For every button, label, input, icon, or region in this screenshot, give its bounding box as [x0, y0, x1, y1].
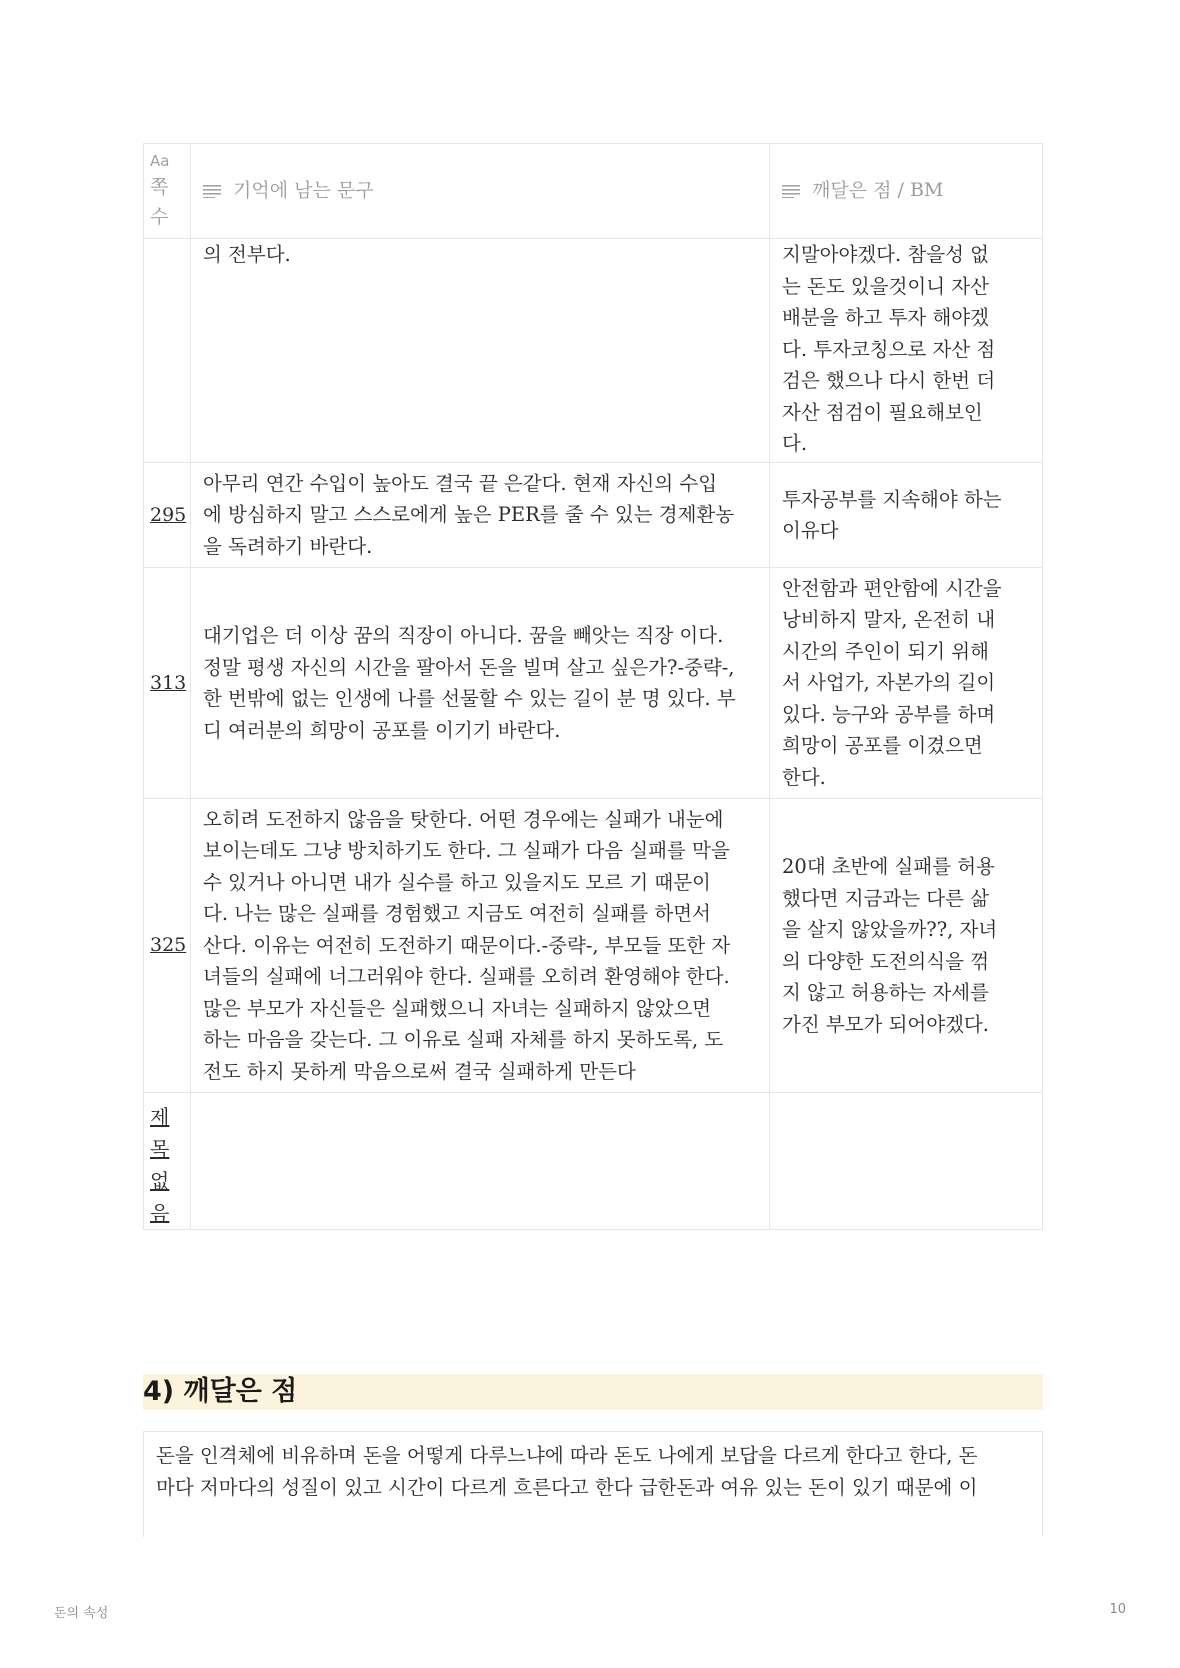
- insight-line: 안전함과 편안함에 시간을: [782, 576, 1002, 600]
- quote-line: 보이는데도 그냥 방치하기도 한다. 그 실패가 다음 실패를 막을: [203, 839, 730, 863]
- page-cell: [144, 1093, 191, 1230]
- quote-cell[interactable]: [191, 1093, 770, 1230]
- title-property-icon: Aa: [150, 152, 170, 170]
- quote-line: 을 독려하기 바란다.: [203, 534, 373, 558]
- quote-line: 많은 부모가 자신들은 실패했으니 자녀는 실패하지 않았으면: [203, 996, 712, 1020]
- quote-line: 수 있거나 아니면 내가 실수를 하고 있을지도 모르 기 때문이: [203, 870, 711, 894]
- untitled-page-link[interactable]: 제: [150, 1105, 170, 1129]
- table-row: [144, 463, 1043, 568]
- insight-line: 지말아야겠다. 참을성 없: [782, 243, 989, 266]
- insight-cell[interactable]: [770, 799, 1043, 1093]
- reading-notes-table: [143, 143, 1043, 1230]
- untitled-page-link[interactable]: 없: [150, 1169, 170, 1193]
- page-header-char: 수: [150, 206, 169, 228]
- page-cell: [144, 568, 191, 799]
- page-cell: [144, 239, 191, 463]
- insight-header-label: 깨달은 점: [812, 179, 892, 202]
- table-row: [144, 799, 1043, 1093]
- quote-line: 디 여러분의 희망이 공포를 이기기 바란다.: [203, 718, 561, 742]
- insight-cell[interactable]: [770, 568, 1043, 799]
- table-row: [144, 568, 1043, 799]
- insight-line: 배분을 하고 투자 해야겠: [782, 306, 989, 329]
- quote-line: 한 번밖에 없는 인생에 나를 선물할 수 있는 길이 분 명 있다. 부: [203, 687, 736, 710]
- untitled-page-link[interactable]: 음: [150, 1201, 170, 1225]
- quote-line: 에 방심하지 말고 스스로에게 높은 PER를 줄 수 있는 경제환농: [203, 503, 735, 527]
- quote-cell[interactable]: [191, 239, 770, 463]
- insight-line: 서 사업가, 자본가의 길이: [782, 671, 996, 695]
- summary-line: 돈을 인격체에 비유하며 돈을 어떻게 다루느냐에 따라 돈도 나에게 보답을 다르게 한다고 한다, 돈: [156, 1444, 978, 1467]
- section-heading: 4) 깨달은 점: [143, 1374, 1043, 1410]
- page-column-header[interactable]: [144, 144, 191, 239]
- quote-cell[interactable]: [191, 463, 770, 568]
- quote-column-header[interactable]: [191, 144, 770, 239]
- footer-document-title: 돈의 속성: [54, 1606, 109, 1621]
- insight-line: 을 살지 않았을까??, 자녀: [782, 918, 998, 941]
- insight-line: 의 다양한 도전의식을 꺾: [782, 949, 989, 973]
- insight-line: 다.: [782, 432, 808, 455]
- quote-line: 대기업은 더 이상 꿈의 직장이 아니다. 꿈을 빼앗는 직장 이다.: [203, 624, 724, 647]
- insight-line: 한다.: [782, 765, 826, 789]
- quote-cell[interactable]: [191, 568, 770, 799]
- insight-line: 했다면 지금과는 다른 삶: [782, 886, 989, 910]
- insight-line: 낭비하지 말자, 온전히 내: [782, 608, 996, 632]
- insight-cell[interactable]: [770, 1093, 1043, 1230]
- page-link-295[interactable]: 295: [150, 503, 187, 526]
- insight-line: 가진 부모가 되어야겠다.: [782, 1012, 989, 1036]
- quote-line: 오히려 도전하지 않음을 탓한다. 어떤 경우에는 실패가 내눈에: [203, 807, 724, 831]
- quote-line: 아무리 연간 수입이 높아도 결국 끝 은같다. 현재 자신의 수입: [203, 471, 718, 495]
- footer-page-number: 10: [1109, 1602, 1126, 1617]
- insight-line: 지 않고 허용하는 자세를: [782, 981, 989, 1004]
- page-link-325[interactable]: 325: [150, 934, 187, 957]
- quote-line: 정말 평생 자신의 시간을 팔아서 돈을 빌며 살고 싶은가?-중략-,: [203, 655, 735, 679]
- summary-callout: [143, 1431, 1043, 1537]
- page-header-char: 쪽: [150, 176, 169, 198]
- insight-header-suffix: / BM: [897, 179, 944, 202]
- page-link-313[interactable]: 313: [150, 671, 187, 694]
- quote-header-label: 기억에 남는 문구: [233, 179, 374, 202]
- insight-line: 20대 초반에 실패를 허용: [782, 855, 995, 878]
- insight-line: 는 돈도 있을것이니 자산: [782, 274, 989, 298]
- insight-line: 자산 점검이 필요해보인: [782, 400, 983, 424]
- page-cell: [144, 463, 191, 568]
- table-row: [144, 239, 1043, 463]
- summary-line: 마다 저마다의 성질이 있고 시간이 다르게 흐른다고 한다 급한돈과 여유 있는 돈이 있기 때문에 이: [156, 1476, 978, 1499]
- quote-line: 하는 마음을 갖는다. 그 이유로 실패 자체를 하지 못하도록, 도: [203, 1028, 724, 1052]
- quote-line: 전도 하지 못하게 막음으로써 결국 실패하게 만든다: [203, 1059, 636, 1083]
- insight-line: 투자공부를 지속해야 하는: [782, 487, 1002, 511]
- insight-cell[interactable]: [770, 239, 1043, 463]
- quote-line: 의 전부다.: [203, 243, 291, 266]
- untitled-page-link[interactable]: 목: [150, 1137, 170, 1161]
- insight-column-header[interactable]: [770, 144, 1043, 239]
- quote-line: 산다. 이유는 여전히 도전하기 때문이다.-중략-, 부모들 또한 자: [203, 933, 731, 957]
- text-lines-icon: [203, 184, 221, 198]
- text-lines-icon: [782, 184, 800, 198]
- quote-cell[interactable]: [191, 799, 770, 1093]
- insight-cell[interactable]: [770, 463, 1043, 568]
- insight-line: 있다. 능구와 공부를 하며: [782, 702, 996, 726]
- insight-line: 시간의 주인이 되기 위해: [782, 639, 989, 663]
- insight-line: 희망이 공포를 이겼으면: [782, 734, 983, 758]
- page-cell: [144, 799, 191, 1093]
- quote-line: 다. 나는 많은 실패를 경험했고 지금도 여전히 실패를 하면서: [203, 902, 711, 926]
- table-header-row: [144, 144, 1043, 239]
- insight-line: 이유다: [782, 519, 839, 542]
- table-row: [144, 1093, 1043, 1230]
- insight-line: 검은 했으나 다시 한번 더: [782, 369, 996, 392]
- quote-line: 녀들의 실패에 너그러워야 한다. 실패를 오히려 환영해야 한다.: [203, 965, 730, 989]
- insight-line: 다. 투자코칭으로 자산 점: [782, 337, 996, 361]
